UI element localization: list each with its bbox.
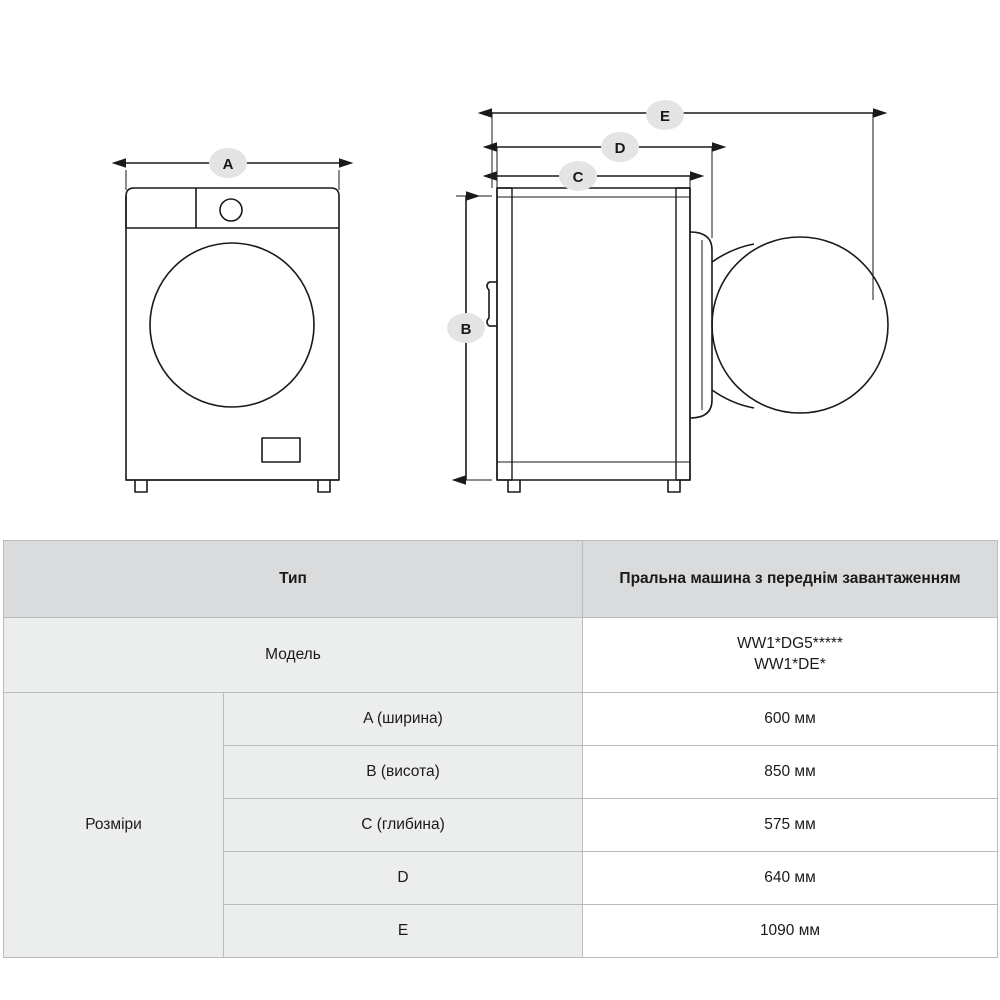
side-view-outline [487, 188, 888, 492]
badge-c [559, 161, 597, 191]
table-row-type [4, 541, 998, 618]
badge-a-label: A [222, 156, 234, 173]
dimension-value-e: 1090 мм [583, 905, 998, 958]
badge-b-label: B [460, 321, 472, 338]
dimension-label-e: E [224, 905, 583, 958]
dimension-label-c: C (глибина) [224, 799, 583, 852]
model-value-line-2: WW1*DE* [754, 656, 826, 673]
badge-c-label: C [572, 169, 584, 186]
dimension-label-a: A (ширина) [224, 693, 583, 746]
dimension-label-d: D [224, 852, 583, 905]
dimension-value-c: 575 мм [583, 799, 998, 852]
row-label-dimensions: Розміри [4, 693, 224, 958]
specifications-table [3, 540, 998, 958]
badge-d-label: D [614, 140, 626, 157]
badge-d [601, 132, 639, 162]
table-row-model [4, 618, 998, 693]
dimension-d-line [497, 147, 712, 238]
dimension-value-d: 640 мм [583, 852, 998, 905]
dimension-value-b: 850 мм [583, 746, 998, 799]
row-value-type: Пральна машина з переднім завантаженням [583, 541, 998, 618]
badge-e [646, 100, 684, 130]
badge-b [447, 313, 485, 343]
model-value-line-1: WW1*DG5***** [737, 635, 843, 653]
dimension-badges [209, 100, 684, 343]
table-row-dimension-a [4, 693, 998, 746]
row-label-model: Модель [4, 618, 583, 693]
dimension-label-b: B (висота) [224, 746, 583, 799]
dimension-value-a: 600 мм [583, 693, 998, 746]
row-value-model [583, 618, 998, 693]
badge-e-label: E [659, 108, 671, 125]
badge-a [209, 148, 247, 178]
front-view-outline [126, 188, 339, 492]
dimension-e-line [492, 113, 873, 300]
row-label-type: Тип [4, 541, 583, 618]
